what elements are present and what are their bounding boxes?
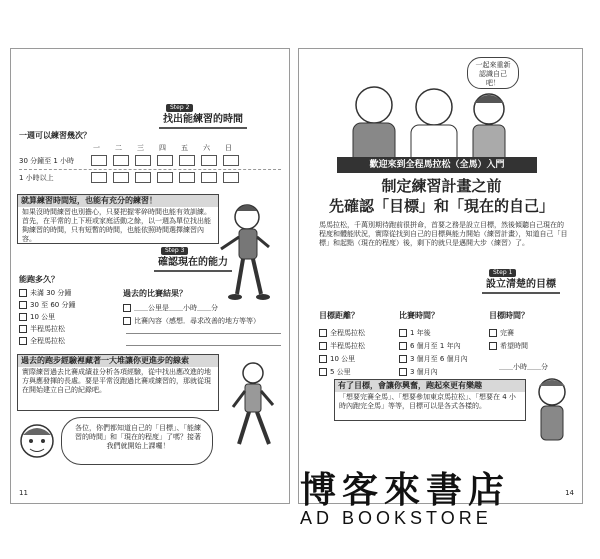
checkbox[interactable] [113, 172, 129, 183]
distance-option[interactable]: 全程馬拉松 [19, 335, 76, 347]
distance-option[interactable]: 全程馬拉松 [319, 327, 365, 340]
target-distance-label: 目標距離？ [319, 311, 359, 320]
race-timing-options [399, 327, 468, 379]
distance-question: 能跑多久？ [19, 275, 59, 284]
intro-paragraph: 馬馬拉松，千萬別期待跑前很拼命，首要之務是設立目標，然後傾聽自己現在的程度和體能狀況，實際從找到自己的目標與能力開始（練習計畫），知道自己「目標」和起點（現在的程度）後，剩下的就只是邁開大步（練習）了。 [319, 221, 568, 247]
speech-bubble-top [467, 57, 519, 89]
checkbox[interactable] [135, 172, 151, 183]
tip-box-body: 「想要完賽全馬」、「想要參加東京馬拉松」、「想要在 4 小時內跑完全馬」等等，目標可以是各式各樣的。 [339, 393, 516, 410]
checkbox[interactable] [157, 172, 173, 183]
speech-bubble-text: 各位，你們都知道自己的「目標」、「能練習的時間」和「現在的程度」了嗎？接著我們就開始上課囉！ [75, 424, 201, 450]
watermark-chinese: 博客來書店 [300, 469, 511, 511]
right-page [298, 48, 583, 504]
distance-option[interactable]: 5 公里 [319, 366, 365, 379]
speech-bubble-text: 一起來重新認識自己吧！ [475, 61, 511, 87]
step2-badge: Step 2 [166, 104, 193, 112]
checkbox[interactable] [179, 155, 195, 166]
checkbox[interactable] [113, 155, 129, 166]
tip-box-title: 有了目標，會讓你興奮，跑起來更有樂趣 [335, 380, 525, 392]
day-mon: 一 [93, 144, 100, 152]
day-fri: 五 [181, 144, 188, 152]
timing-option[interactable]: 3 個月至 6 個月內 [399, 353, 468, 366]
step1-badge: Step 1 [489, 269, 516, 277]
time-option[interactable]: 希望時間 [489, 340, 528, 353]
race-timing-label: 比賽時間？ [399, 311, 439, 320]
weekly-question: 一週可以練習幾次？ [19, 131, 91, 140]
tip-box-goal [334, 379, 526, 421]
checkbox[interactable] [91, 172, 107, 183]
page-number: 11 [19, 489, 28, 497]
distance-option[interactable]: 未滿 30 分鐘 [19, 287, 76, 299]
timing-option[interactable]: 1 年後 [399, 327, 468, 340]
checkbox[interactable] [223, 155, 239, 166]
target-time-label: 目標時間？ [489, 311, 529, 320]
checkbox[interactable] [201, 172, 217, 183]
step1-title: 設立清楚的目標 [482, 279, 560, 294]
tip-box-title: 就算練習時間短，也能有充分的練習！ [18, 195, 218, 207]
tip-box-practice-time [17, 194, 219, 244]
checkbox[interactable] [91, 155, 107, 166]
checkbox[interactable] [223, 172, 239, 183]
day-sat: 六 [203, 144, 210, 152]
speech-bubble [61, 417, 213, 465]
distance-option[interactable]: 10 公里 [319, 353, 365, 366]
answer-line [126, 345, 281, 346]
past-time-field[interactable]: ＿＿公里是＿＿小時＿＿分 [123, 304, 218, 313]
row-label-long: 1 小時以上 [19, 174, 54, 182]
day-wed: 三 [137, 144, 144, 152]
past-results-question: 過去的比賽結果？ [123, 289, 187, 298]
coach-thumbs-up-illustration [527, 374, 577, 444]
checkbox[interactable] [135, 155, 151, 166]
page-number: 14 [565, 489, 574, 497]
checkbox[interactable] [179, 172, 195, 183]
target-time-options [489, 327, 528, 353]
watermark-english: AD BOOKSTORE [300, 508, 492, 528]
step3-title: 確認現在的能力 [154, 257, 232, 272]
welcome-banner: 歡迎來到全程馬拉松（全馬）入門 [337, 157, 537, 173]
target-time-field[interactable]: ＿＿小時＿＿分 [499, 363, 548, 371]
day-thu: 四 [159, 144, 166, 152]
weekday-checkbox-grid [89, 155, 289, 185]
day-tue: 二 [115, 144, 122, 152]
distance-options [19, 287, 76, 347]
past-notes-field[interactable]: 比賽內容（感想．尋求改善的地方等等） [123, 317, 260, 326]
time-option[interactable]: 完賽 [489, 327, 528, 340]
runner-illustration [221, 359, 286, 454]
tip-box-past-experience [17, 354, 219, 411]
tip-box-title: 過去的跑步經驗裡藏著一大堆讓你更進步的線索 [18, 355, 218, 367]
distance-option[interactable]: 10 公里 [19, 311, 76, 323]
headline-line2: 先確認「目標」和「現在的自己」 [328, 197, 554, 215]
timing-option[interactable]: 6 個月至 1 年內 [399, 340, 468, 353]
headline-line1: 制定練習計畫之前 [381, 177, 502, 195]
day-sun: 日 [225, 144, 232, 152]
distance-option[interactable]: 半程馬拉松 [19, 323, 76, 335]
row-label-short: 30 分鐘至 1 小時 [19, 157, 75, 165]
checkbox[interactable] [201, 155, 217, 166]
tip-box-body: 實際練習過去比賽成績並分析各項經驗，從中找出應改進的地方與應發揮的長處。要是平常沒跑過比賽或練習的，那就從現在開始建立自己的紀錄吧。 [22, 368, 211, 394]
answer-line [126, 333, 281, 334]
checkbox[interactable] [157, 155, 173, 166]
step3-badge: Step 3 [161, 247, 188, 255]
coach-illustration [209, 199, 279, 309]
tip-box-body: 如果沒時間練習也別擔心，只要把握零碎時間也能有效訓練。首先，在平常的上下班或家庭活動之餘，以一週為單位找出能夠練習的時間，只有短暫的時間，也能依照時間選擇練習內容。 [22, 208, 211, 243]
coach-face-icon [17, 421, 57, 461]
step2-title: 找出能練習的時間 [159, 114, 247, 129]
distance-option[interactable]: 30 至 60 分鐘 [19, 299, 76, 311]
distance-option[interactable]: 半程馬拉松 [319, 340, 365, 353]
left-page [10, 48, 290, 504]
target-distance-options [319, 327, 365, 379]
timing-option[interactable]: 3 個月內 [399, 366, 468, 379]
